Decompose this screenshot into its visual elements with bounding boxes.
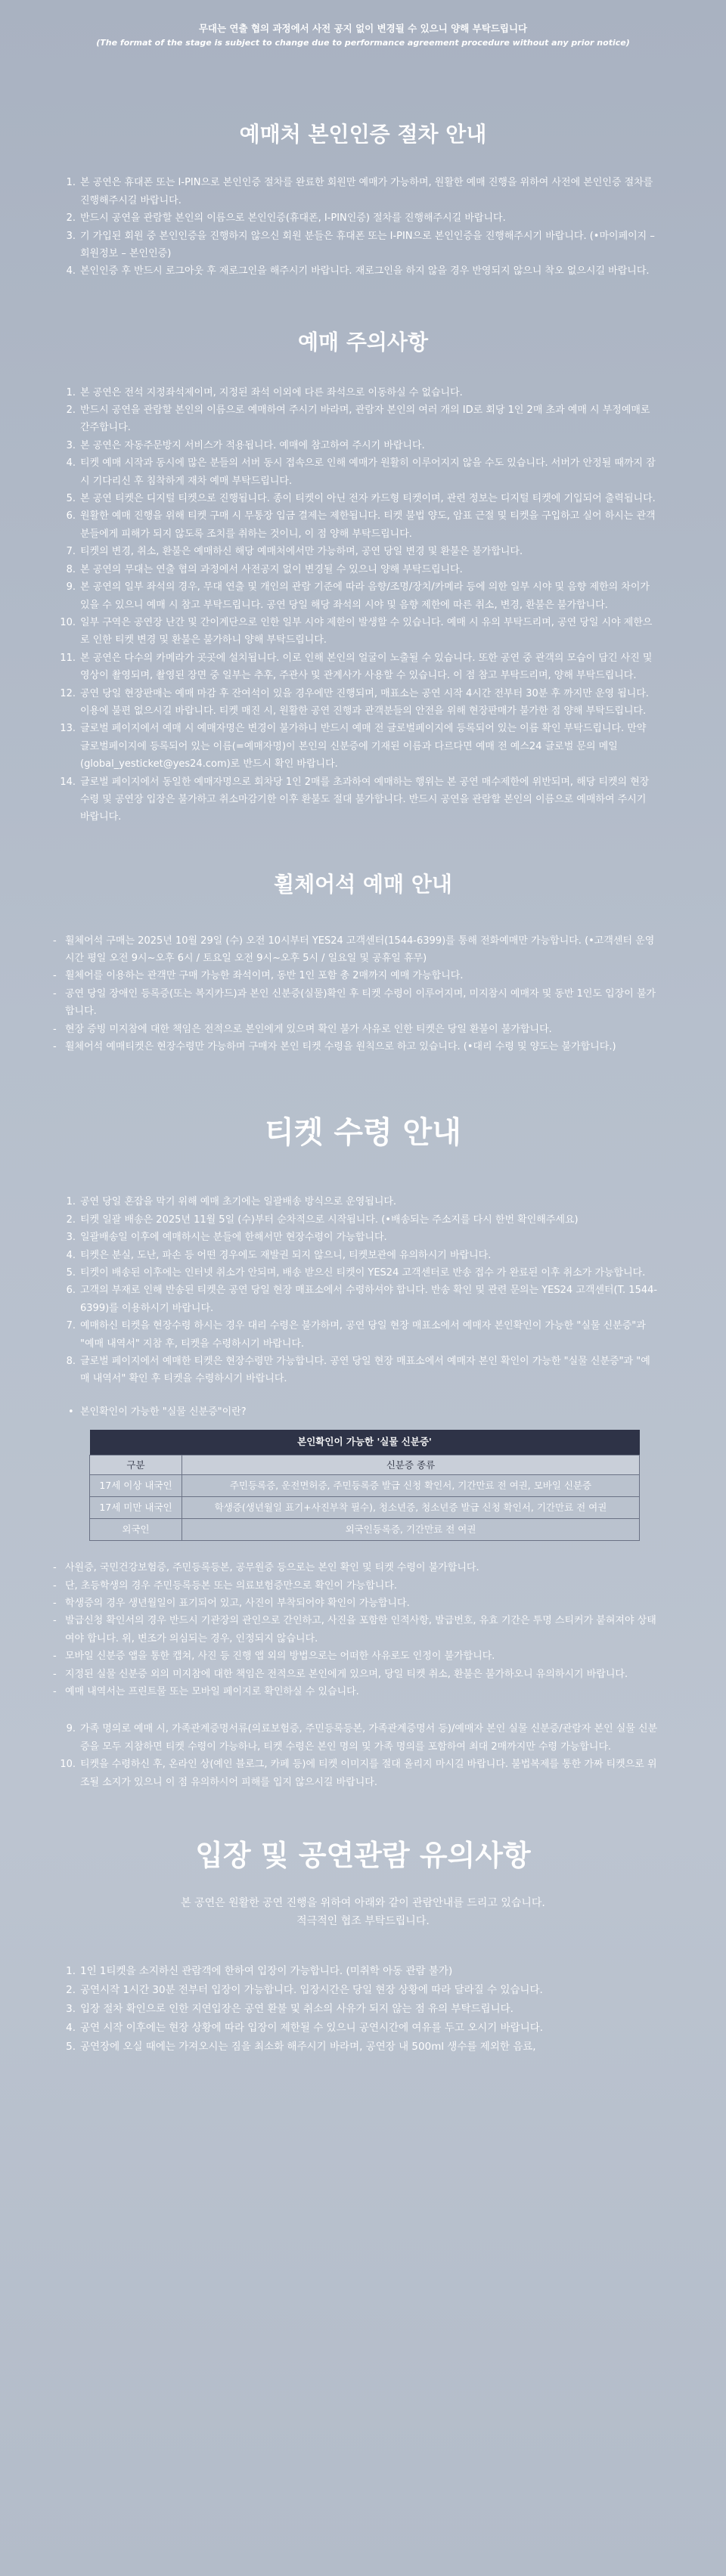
table-row [90,1475,640,1497]
list-text: 본 공연은 다수의 카메라가 곳곳에 설치됩니다. 이로 인해 본인의 얼굴이 노출될 수 있습니다. 또한 공연 중 관객의 모습이 담긴 사진 및 영상이 촬영되며, 촬영된 장면 중 일부는 추후, 주관사 및 관계사가 사용할 수 있습니다. 이 점 참고 부탁드리며, 양해 부탁드립니다. [80,652,653,682]
list-text: 티켓 일괄 배송은 2025년 11월 5일 (수)부터 순차적으로 시작됩니다. (•배송되는 주소지를 다시 한번 확인해주세요) [80,1214,579,1226]
list-number: 2. [66,212,76,225]
list-number: 1. [66,177,76,189]
stage-notice-ko: 무대는 연출 협의 과정에서 사전 공지 없이 변경될 수 있으니 양해 부탁드립니다 [198,23,528,34]
table-row [90,1497,640,1519]
list-item [59,561,658,578]
list-item [59,720,658,773]
list-item [59,543,658,560]
list-number: 13. [60,723,76,735]
list-item [59,1981,658,2000]
list-item: - 모바일 신분증 앱을 통한 캡쳐, 사진 등 진행 앱 외의 방법으로는 어떠한 사유로도 인정이 불가합니다. [51,1648,658,1665]
list-number: 12. [60,687,76,699]
list-text: 공연 시작 이후에는 현장 상황에 따라 입장이 제한될 수 있으니 공연시간에 여유를 두고 오시기 바랍니다. [80,2021,544,2034]
list-item [59,490,658,507]
list-number: 5. [66,1267,76,1279]
list-item [59,2038,658,2057]
list-number: 9. [66,1723,76,1735]
list-number: 10. [60,1759,76,1771]
list-item: - 학생증의 경우 생년월일이 표기되어 있고, 사진이 부착되어야 확인이 가능합니다. [51,1595,658,1612]
list-item [59,507,658,543]
list-text: 글로벌 페이지에서 예매한 티켓은 현장수령만 가능합니다. 공연 당일 현장 매표소에서 예매자 본인 확인이 가능한 "실물 신분증"과 "예매 내역서" 확인 후 티켓을 수령하시기 바랍니다. [80,1356,650,1385]
list-text: 입장 절차 확인으로 인한 지연입장은 공연 환불 및 취소의 사유가 되지 않는 점 유의 부탁드립니다. [80,2002,513,2015]
list-text: 공연시작 1시간 30분 전부터 입장이 가능합니다. 입장시간은 당일 현장 상황에 따라 달라질 수 있습니다. [80,1983,543,1996]
list-text: 반드시 공연을 관람할 본인의 이름으로 본인인증(휴대폰, I-PIN인증) 절차를 진행해주시길 바랍니다. [80,212,506,225]
table-cell: 학생증(생년월일 표기+사진부착 필수), 청소년증, 청소년증 발급 신청 확인서, 기간만료 전 여권 [182,1497,640,1519]
list-item [59,1720,658,1756]
list-item [59,1962,658,1981]
list-item: - 단, 초등학생의 경우 주민등록등본 또는 의료보험증만으로 확인이 가능합니다. [51,1577,658,1595]
list-number: 4. [66,1249,76,1261]
list-text: 본 공연은 휴대폰 또는 I-PIN으로 본인인증 절차를 완료한 회원만 예매가 가능하며, 원활한 예매 진행을 위하여 사전에 본인인증 절차를 진행해주시길 바랍니다. [80,177,653,206]
ticket-list [59,1193,658,1387]
section-title-caution: 예매 주의사항 [297,329,429,355]
section-title-ticket: 티켓 수령 안내 [265,1115,461,1151]
entry-intro-line: 본 공연은 원활한 공연 진행을 위하여 아래와 같이 관람안내를 드리고 있습니다. [181,1896,545,1909]
list-text: 기 가입된 회원 중 본인인증을 진행하지 않으신 회원 분들은 휴대폰 또는 I-PIN으로 본인인증을 진행해주시기 바랍니다. (•마이페이지 – 회원정보 – 본인인증) [80,230,655,260]
table-cell: 주민등록증, 운전면허증, 주민등록증 발급 신청 확인서, 기간만료 전 여권, 모바일 신분증 [182,1475,640,1497]
id-table-header: 신분증 종류 [182,1455,640,1475]
id-table [89,1430,640,1542]
table-cell: 외국인등록증, 기간만료 전 여권 [182,1519,640,1541]
entry-list [59,1962,658,2057]
list-item [59,1193,658,1211]
list-item [59,1317,658,1353]
caution-list [59,384,658,826]
list-number: 5. [66,493,76,505]
list-item: - 예매 내역서는 프린트물 또는 모바일 페이지로 확인하실 수 있습니다. [51,1683,658,1700]
list-item [59,1247,658,1264]
id-table-header: 구분 [90,1455,182,1475]
list-text: 가족 명의로 예매 시, 가족관계증명서류(의료보험증, 주민등록등본, 가족관계증명서 등)/예매자 본인 실물 신분증/관람자 본인 실물 신분증을 모두 지참하면 티켓 수령이 가능하나, 티켓 수령은 본인 명의 및 가족 명의를 포함하여 최대 2매까지만 수령 가능합니다. [80,1723,658,1753]
list-text: 본 공연의 무대는 연출 협의 과정에서 사전공지 없이 변경될 수 있으니 양해 부탁드립니다. [80,563,463,575]
list-number: 4. [66,265,76,277]
id-table-caption: 본인확인이 가능한 '실물 신분증' [90,1430,640,1455]
list-item [59,1756,658,1791]
list-item [59,685,658,721]
list-item: - 지정된 실물 신분증 외의 미지참에 대한 책임은 전적으로 본인에게 있으며, 당일 티켓 취소, 환불은 불가하오니 유의하시기 바랍니다. [51,1666,658,1683]
list-item: - 현장 증빙 미지참에 대한 책임은 전적으로 본인에게 있으며 확인 불가 사유로 인한 티켓은 당일 환불이 불가합니다. [51,1021,658,1038]
section-title-entry: 입장 및 공연관람 유의사항 [195,1839,531,1873]
list-item: - 휠체어를 이용하는 관객만 구매 가능한 좌석이며, 동반 1인 포함 총 2매까지 예매 가능합니다. [51,967,658,984]
entry-intro [0,1894,726,1930]
list-text: 티켓이 배송된 이후에는 인터넷 취소가 안되며, 배송 받으신 티켓이 YES24 고객센터로 반송 접수 가 완료된 이후 취소가 가능합니다. [80,1267,646,1279]
list-item [59,401,658,437]
list-item [59,614,658,649]
list-item [59,437,658,454]
list-text: 글로벌 페이지에서 동일한 예매자명으로 회차당 1인 2매를 초과하여 예매하는 행위는 본 공연 매수제한에 위반되며, 해당 티켓의 현장수령 및 공연장 입장은 불가하고 취소마감기한 이후 환불도 절대 불가합니다. 반드시 공연을 관람할 본인의 이름으로 예매하여 주시기 바랍니다. [80,776,650,823]
list-text: 티켓을 수령하신 후, 온라인 상(예인 블로그, 카페 등)에 티켓 이미지를 절대 올리지 마시길 바랍니다. 불법복제를 통한 가짜 티켓으로 위조될 소지가 있으니 이 점 유의하시어 피해를 입지 않으시길 바랍니다. [80,1759,657,1788]
list-text: 티켓 예매 시작과 동시에 많은 분들의 서버 동시 접속으로 인해 예매가 원활히 이루어지지 않을 수도 있습니다. 서버가 안정될 때까지 잠시 기다리신 후 침착하게 재차 예매 부탁드립니다. [80,457,656,487]
list-item [59,2019,658,2038]
list-number: 7. [66,546,76,558]
list-item [59,1264,658,1282]
list-number: 8. [66,1356,76,1368]
list-item: - 휠체어석 구매는 2025년 10월 29일 (수) 오전 10시부터 YES24 고객센터(1544-6399)를 통해 전화예매만 가능합니다. (•고객센터 운영시간 평일 오전 9시~오후 6시 / 토요일 오전 9시~오후 5시 / 일요일 및 공휴일 휴무) [51,932,658,968]
list-text: 일부 구역은 공연장 난간 및 간이계단으로 인한 일부 시야 제한이 발생할 수 있습니다. 예매 시 유의 부탁드리며, 공연 당일 시야 제한으로 인한 티켓 변경 및 환불은 불가하니 양해 부탁드립니다. [80,616,653,646]
list-number: 4. [66,457,76,470]
list-number: 1. [66,386,76,398]
list-number: 5. [66,2040,76,2053]
list-item [59,773,658,826]
stage-notice-en: (The format of the stage is subject to change due to performance agreement procedure without any prior notice) [96,38,630,48]
list-number: 3. [66,439,76,451]
list-number: 9. [66,581,76,594]
list-text: 반드시 공연을 관람할 본인의 이름으로 예매하여 주시기 바라며, 관람자 본인의 여러 개의 ID로 회당 1인 2매 초과 예매 시 부정예매로 간주합니다. [80,405,650,434]
list-item [59,262,658,280]
list-number: 7. [66,1320,76,1332]
list-text: 티켓의 변경, 취소, 환불은 예매하신 해당 예매처에서만 가능하며, 공연 당일 변경 및 환불은 불가합니다. [80,546,523,558]
list-text: 원활한 예매 진행을 위해 티켓 구매 시 무통장 입금 결제는 제한됩니다. 티켓 불법 양도, 암표 근절 및 티켓을 구입하고 실어 하시는 관객분들에게 피해가 되지 않도록 조치를 취하는 것이니, 이 점 양해 부탁드립니다. [80,510,656,540]
list-text: 예매하신 티켓을 현장수령 하시는 경우 대리 수령은 불가하며, 공연 당일 현장 매표소에서 예매자 본인확인이 가능한 "실물 신분증"과 "예매 내역서" 지참 후, 티켓을 수령하시기 바랍니다. [80,1320,646,1350]
list-item [59,1229,658,1246]
list-number: 6. [66,510,76,522]
list-number: 8. [66,563,76,575]
list-text: 티켓은 분실, 도난, 파손 등 어떤 경우에도 재발권 되지 않으니, 티켓보관에 유의하시기 바랍니다. [80,1249,492,1261]
list-item: - 공연 당일 장애인 등록증(또는 복지카드)과 본인 신분증(실물)확인 후 티켓 수령이 이루어지며, 미지참시 예매자 및 동반 1인도 입장이 불가합니다. [51,985,658,1021]
list-item [59,2000,658,2019]
list-number: 4. [66,2021,76,2034]
list-text: 1인 1티켓을 소지하신 관람객에 한하여 입장이 가능합니다. (미취학 아동 관람 불가) [80,1964,453,1977]
list-item [59,454,658,490]
list-item [59,228,658,263]
list-number: 1. [66,1196,76,1208]
list-number: 3. [66,230,76,242]
list-text: 본 공연 티켓은 디지털 티켓으로 진행됩니다. 종이 티켓이 아닌 전자 카드형 티켓이며, 관련 정보는 디지털 티켓에 기입되어 출력됩니다. [80,493,656,505]
list-text: 글로벌 페이지에서 예매 시 예매자명은 변경이 불가하니 반드시 예매 전 글로벌페이지에 등록되어 있는 이름 확인 부탁드립니다. 만약 글로벌페이지에 등록되어 있는 이름(=예매자명)이 본인의 신분증에 기재된 이름과 다르다면 예매 전 예스24 글로벌 문의 메일(global_yesticket@yes24.com)로 반드시 확인 바랍니다. [80,723,647,770]
list-text: 공연 당일 혼잡을 막기 위해 예매 초기에는 일괄배송 방식으로 운영됩니다. [80,1196,397,1208]
list-text: 본인인증 후 반드시 로그아웃 후 재로그인을 해주시기 바랍니다. 재로그인을 하지 않을 경우 반영되지 않으니 착오 없으시길 바랍니다. [80,265,650,277]
table-cell: 17세 미만 내국인 [90,1497,182,1519]
list-item: - 사원증, 국민건강보험증, 주민등록등본, 공무원증 등으로는 본인 확인 및 티켓 수령이 불가합니다. [51,1559,658,1576]
list-item [59,578,658,614]
list-text: 일괄배송일 이후에 예매하시는 분들에 한해서만 현장수령이 가능합니다. [80,1232,387,1244]
table-cell: 외국인 [90,1519,182,1541]
list-number: 2. [66,1214,76,1226]
list-number: 2. [66,1983,76,1996]
ticket-list-continued [59,1720,658,1791]
entry-intro-line: 적극적인 협조 부탁드립니다. [296,1914,430,1927]
list-number: 2. [66,405,76,417]
list-number: 3. [66,2002,76,2015]
list-item [59,174,658,209]
stage-notice [0,0,726,50]
list-item [59,1353,658,1388]
list-number: 11. [60,652,76,664]
id-question: • 본인확인이 가능한 "실물 신분증"이란? [68,1405,726,1421]
list-text: 고객의 부재로 인해 반송된 티켓은 공연 당일 현장 매표소에서 수령하셔야 합니다. 반송 확인 및 관련 문의는 YES24 고객센터(T. 1544-6399)를 이용하시기 바랍니다. [80,1285,658,1314]
list-number: 14. [60,776,76,788]
auth-list [59,174,658,280]
list-item [59,384,658,401]
list-text: 본 공연의 일부 좌석의 경우, 무대 연출 및 개인의 관람 기준에 따라 음향/조명/장치/카메라 등에 의한 일부 시야 및 음향 제한의 차이가 있을 수 있으니 예매 시 참고 부탁드립니다. 공연 당일 해당 좌석의 시야 및 음향 제한에 따른 취소, 변경, 환불은 불가합니다. [80,581,650,611]
list-text: 공연 당일 현장판매는 예매 마감 후 잔여석이 있을 경우에만 진행되며, 매표소는 공연 시작 4시간 전부터 30분 후 까지만 운영 됩니다. 이용에 불편 없으시길 바랍니다. 티켓 매진 시, 원활한 공연 진행과 관객분들의 안전을 위해 현장판매가 불가한 점 양해 부탁드립니다. [80,687,650,717]
table-row [90,1519,640,1541]
list-number: 6. [66,1285,76,1297]
list-item [59,209,658,227]
list-number: 1. [66,1964,76,1977]
list-item [59,1211,658,1229]
list-text: 본 공연은 전석 지정좌석제이며, 지정된 좌석 이외에 다른 좌석으로 이동하실 수 없습니다. [80,386,463,398]
list-text: 본 공연은 자동주문방지 서비스가 적용됩니다. 예매에 참고하여 주시기 바랍니다. [80,439,425,451]
table-cell: 17세 이상 내국인 [90,1475,182,1497]
list-item [59,1282,658,1317]
list-item [59,649,658,685]
list-text: 공연장에 오실 때에는 가져오시는 짐을 최소화 해주시기 바라며, 공연장 내 500ml 생수를 제외한 음료, [80,2040,536,2053]
list-item: - 휠체어석 예매티켓은 현장수령만 가능하며 구매자 본인 티켓 수령을 원칙으로 하고 있습니다. (•대리 수령 및 양도는 불가합니다.) [51,1038,658,1056]
section-title-auth: 예매처 본인인증 절차 안내 [239,121,487,147]
list-number: 10. [60,616,76,628]
id-notes-list [51,1559,658,1700]
wheelchair-list [51,932,658,1056]
list-item: - 발급신청 확인서의 경우 반드시 기관장의 관인으로 간인하고, 사진을 포함한 인적사항, 발급번호, 유효 기간은 투명 스티커가 붙혀져야 상태여야 합니다. 위, 변조가 의심되는 경우, 인정되지 않습니다. [51,1612,658,1648]
section-title-wheelchair: 휠체어석 예매 안내 [274,871,452,897]
list-number: 3. [66,1232,76,1244]
